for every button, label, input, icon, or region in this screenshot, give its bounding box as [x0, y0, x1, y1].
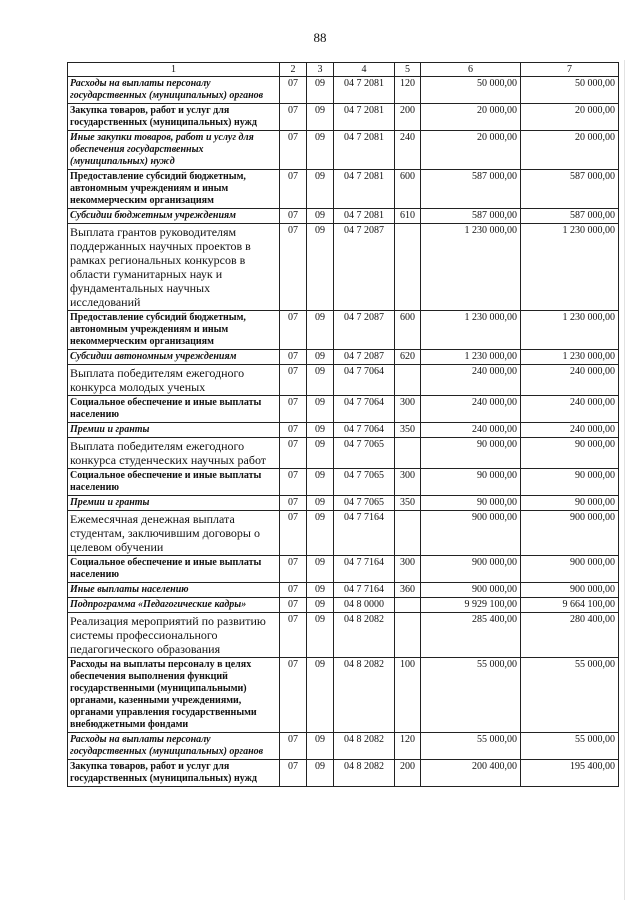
amount-year1-cell: 9 929 100,00 [421, 598, 521, 613]
amount-year2-cell: 1 230 000,00 [521, 224, 619, 311]
budget-table [67, 62, 619, 787]
table-row [68, 77, 619, 104]
expense-type-cell: 120 [395, 733, 421, 760]
subsection-code-cell: 09 [307, 209, 334, 224]
header-cell: 4 [334, 63, 395, 77]
expense-type-cell: 100 [395, 658, 421, 733]
amount-year2-cell: 240 000,00 [521, 396, 619, 423]
subsection-code-cell: 09 [307, 131, 334, 170]
expense-type-cell: 610 [395, 209, 421, 224]
target-article-cell: 04 7 7164 [334, 556, 395, 583]
subsection-code-cell: 09 [307, 311, 334, 350]
amount-year1-cell: 55 000,00 [421, 658, 521, 733]
target-article-cell: 04 7 7065 [334, 469, 395, 496]
target-article-cell: 04 7 7164 [334, 511, 395, 556]
table-row [68, 224, 619, 311]
target-article-cell: 04 7 7064 [334, 423, 395, 438]
header-cell: 2 [280, 63, 307, 77]
amount-year1-cell: 20 000,00 [421, 131, 521, 170]
expense-type-cell: 300 [395, 396, 421, 423]
subsection-code-cell: 09 [307, 760, 334, 787]
row-name-cell: Выплата грантов руководителям поддержанных научных проектов в рамках региональных конкурсов в области гуманитарных наук и фундаментальных научных исследований [68, 224, 280, 311]
table-row [68, 760, 619, 787]
expense-type-cell: 240 [395, 131, 421, 170]
amount-year1-cell: 1 230 000,00 [421, 350, 521, 365]
table-row [68, 396, 619, 423]
row-name-cell: Расходы на выплаты персоналу государственных (муниципальных) органов [68, 733, 280, 760]
subsection-code-cell: 09 [307, 104, 334, 131]
section-code-cell: 07 [280, 209, 307, 224]
amount-year1-cell: 900 000,00 [421, 511, 521, 556]
table-row [68, 583, 619, 598]
target-article-cell: 04 8 2082 [334, 733, 395, 760]
amount-year1-cell: 90 000,00 [421, 469, 521, 496]
target-article-cell: 04 7 2087 [334, 350, 395, 365]
target-article-cell: 04 8 2082 [334, 613, 395, 658]
target-article-cell: 04 7 2087 [334, 311, 395, 350]
section-code-cell: 07 [280, 760, 307, 787]
expense-type-cell [395, 598, 421, 613]
table-row [68, 733, 619, 760]
amount-year1-cell: 200 400,00 [421, 760, 521, 787]
row-name-cell: Расходы на выплаты персоналу государственных (муниципальных) органов [68, 77, 280, 104]
subsection-code-cell: 09 [307, 350, 334, 365]
section-code-cell: 07 [280, 511, 307, 556]
table-row [68, 613, 619, 658]
section-code-cell: 07 [280, 583, 307, 598]
section-code-cell: 07 [280, 423, 307, 438]
target-article-cell: 04 7 2081 [334, 170, 395, 209]
expense-type-cell: 300 [395, 469, 421, 496]
header-cell: 6 [421, 63, 521, 77]
row-name-cell: Расходы на выплаты персоналу в целях обеспечения выполнения функций государственными (муниципальными) органами, казенными учреждениями, органами управления государственными внебюджетными фондами [68, 658, 280, 733]
table-row [68, 658, 619, 733]
expense-type-cell [395, 613, 421, 658]
section-code-cell: 07 [280, 496, 307, 511]
row-name-cell: Выплата победителям ежегодного конкурса студенческих научных работ [68, 438, 280, 469]
target-article-cell: 04 7 7065 [334, 438, 395, 469]
subsection-code-cell: 09 [307, 423, 334, 438]
expense-type-cell: 120 [395, 77, 421, 104]
page-number: 88 [313, 30, 327, 45]
expense-type-cell: 600 [395, 170, 421, 209]
expense-type-cell: 200 [395, 760, 421, 787]
amount-year1-cell: 240 000,00 [421, 423, 521, 438]
row-name-cell: Субсидии бюджетным учреждениям [68, 209, 280, 224]
subsection-code-cell: 09 [307, 77, 334, 104]
table-row [68, 598, 619, 613]
row-name-cell: Подпрограмма «Педагогические кадры» [68, 598, 280, 613]
section-code-cell: 07 [280, 613, 307, 658]
section-code-cell: 07 [280, 396, 307, 423]
amount-year2-cell: 280 400,00 [521, 613, 619, 658]
row-name-cell: Ежемесячная денежная выплата студентам, заключившим договоры о целевом обучении [68, 511, 280, 556]
row-name-cell: Закупка товаров, работ и услуг для государственных (муниципальных) нужд [68, 760, 280, 787]
section-code-cell: 07 [280, 224, 307, 311]
amount-year1-cell: 900 000,00 [421, 583, 521, 598]
row-name-cell: Предоставление субсидий бюджетным, автономным учреждениям и иным некоммерческим организациям [68, 170, 280, 209]
amount-year2-cell: 587 000,00 [521, 170, 619, 209]
header-row [68, 63, 619, 77]
header-cell: 5 [395, 63, 421, 77]
expense-type-cell: 200 [395, 104, 421, 131]
expense-type-cell [395, 224, 421, 311]
amount-year2-cell: 50 000,00 [521, 77, 619, 104]
expense-type-cell: 350 [395, 496, 421, 511]
target-article-cell: 04 7 7064 [334, 365, 395, 396]
subsection-code-cell: 09 [307, 224, 334, 311]
table-row [68, 438, 619, 469]
amount-year2-cell: 240 000,00 [521, 365, 619, 396]
row-name-cell: Субсидии автономным учреждениям [68, 350, 280, 365]
subsection-code-cell: 09 [307, 613, 334, 658]
subsection-code-cell: 09 [307, 511, 334, 556]
header-cell: 1 [68, 63, 280, 77]
table-row [68, 350, 619, 365]
target-article-cell: 04 7 2081 [334, 104, 395, 131]
amount-year1-cell: 90 000,00 [421, 438, 521, 469]
subsection-code-cell: 09 [307, 556, 334, 583]
target-article-cell: 04 7 7065 [334, 496, 395, 511]
subsection-code-cell: 09 [307, 496, 334, 511]
expense-type-cell: 360 [395, 583, 421, 598]
table-row [68, 311, 619, 350]
scan-edge-line [624, 60, 625, 900]
table-body [68, 77, 619, 787]
section-code-cell: 07 [280, 469, 307, 496]
section-code-cell: 07 [280, 438, 307, 469]
target-article-cell: 04 8 2082 [334, 760, 395, 787]
row-name-cell: Премии и гранты [68, 496, 280, 511]
subsection-code-cell: 09 [307, 170, 334, 209]
amount-year2-cell: 900 000,00 [521, 583, 619, 598]
section-code-cell: 07 [280, 733, 307, 760]
amount-year1-cell: 900 000,00 [421, 556, 521, 583]
section-code-cell: 07 [280, 170, 307, 209]
amount-year2-cell: 90 000,00 [521, 469, 619, 496]
target-article-cell: 04 7 7164 [334, 583, 395, 598]
subsection-code-cell: 09 [307, 733, 334, 760]
amount-year2-cell: 9 664 100,00 [521, 598, 619, 613]
target-article-cell: 04 7 7064 [334, 396, 395, 423]
amount-year2-cell: 55 000,00 [521, 658, 619, 733]
row-name-cell: Премии и гранты [68, 423, 280, 438]
amount-year2-cell: 1 230 000,00 [521, 350, 619, 365]
row-name-cell: Иные выплаты населению [68, 583, 280, 598]
expense-type-cell: 350 [395, 423, 421, 438]
amount-year2-cell: 900 000,00 [521, 511, 619, 556]
amount-year2-cell: 195 400,00 [521, 760, 619, 787]
row-name-cell: Иные закупки товаров, работ и услуг для обеспечения государственных (муниципальных) нужд [68, 131, 280, 170]
amount-year1-cell: 55 000,00 [421, 733, 521, 760]
section-code-cell: 07 [280, 658, 307, 733]
expense-type-cell: 600 [395, 311, 421, 350]
section-code-cell: 07 [280, 556, 307, 583]
subsection-code-cell: 09 [307, 365, 334, 396]
amount-year2-cell: 20 000,00 [521, 104, 619, 131]
subsection-code-cell: 09 [307, 438, 334, 469]
subsection-code-cell: 09 [307, 583, 334, 598]
table-row [68, 209, 619, 224]
section-code-cell: 07 [280, 598, 307, 613]
section-code-cell: 07 [280, 365, 307, 396]
table-row [68, 104, 619, 131]
amount-year1-cell: 50 000,00 [421, 77, 521, 104]
expense-type-cell [395, 438, 421, 469]
row-name-cell: Социальное обеспечение и иные выплаты населению [68, 469, 280, 496]
amount-year1-cell: 90 000,00 [421, 496, 521, 511]
section-code-cell: 07 [280, 350, 307, 365]
section-code-cell: 07 [280, 311, 307, 350]
target-article-cell: 04 7 2081 [334, 77, 395, 104]
amount-year1-cell: 587 000,00 [421, 170, 521, 209]
table-row [68, 131, 619, 170]
row-name-cell: Предоставление субсидий бюджетным, автономным учреждениям и иным некоммерческим организациям [68, 311, 280, 350]
amount-year2-cell: 240 000,00 [521, 423, 619, 438]
target-article-cell: 04 8 2082 [334, 658, 395, 733]
amount-year2-cell: 20 000,00 [521, 131, 619, 170]
subsection-code-cell: 09 [307, 598, 334, 613]
amount-year2-cell: 1 230 000,00 [521, 311, 619, 350]
table-row [68, 511, 619, 556]
target-article-cell: 04 7 2081 [334, 209, 395, 224]
expense-type-cell: 620 [395, 350, 421, 365]
expense-type-cell: 300 [395, 556, 421, 583]
amount-year1-cell: 1 230 000,00 [421, 224, 521, 311]
amount-year2-cell: 587 000,00 [521, 209, 619, 224]
subsection-code-cell: 09 [307, 396, 334, 423]
expense-type-cell [395, 365, 421, 396]
table-row [68, 423, 619, 438]
amount-year1-cell: 587 000,00 [421, 209, 521, 224]
amount-year2-cell: 90 000,00 [521, 496, 619, 511]
amount-year2-cell: 900 000,00 [521, 556, 619, 583]
section-code-cell: 07 [280, 77, 307, 104]
amount-year2-cell: 90 000,00 [521, 438, 619, 469]
subsection-code-cell: 09 [307, 469, 334, 496]
header-cell: 3 [307, 63, 334, 77]
table-row [68, 469, 619, 496]
amount-year1-cell: 240 000,00 [421, 365, 521, 396]
section-code-cell: 07 [280, 131, 307, 170]
section-code-cell: 07 [280, 104, 307, 131]
row-name-cell: Реализация мероприятий по развитию системы профессионального педагогического образования [68, 613, 280, 658]
table-row [68, 365, 619, 396]
table-row [68, 170, 619, 209]
header-cell: 7 [521, 63, 619, 77]
target-article-cell: 04 7 2081 [334, 131, 395, 170]
table-row [68, 496, 619, 511]
target-article-cell: 04 7 2087 [334, 224, 395, 311]
table-row [68, 556, 619, 583]
row-name-cell: Социальное обеспечение и иные выплаты населению [68, 396, 280, 423]
row-name-cell: Выплата победителям ежегодного конкурса молодых ученых [68, 365, 280, 396]
amount-year1-cell: 20 000,00 [421, 104, 521, 131]
amount-year1-cell: 240 000,00 [421, 396, 521, 423]
amount-year2-cell: 55 000,00 [521, 733, 619, 760]
row-name-cell: Социальное обеспечение и иные выплаты населению [68, 556, 280, 583]
row-name-cell: Закупка товаров, работ и услуг для государственных (муниципальных) нужд [68, 104, 280, 131]
subsection-code-cell: 09 [307, 658, 334, 733]
expense-type-cell [395, 511, 421, 556]
amount-year1-cell: 1 230 000,00 [421, 311, 521, 350]
target-article-cell: 04 8 0000 [334, 598, 395, 613]
amount-year1-cell: 285 400,00 [421, 613, 521, 658]
